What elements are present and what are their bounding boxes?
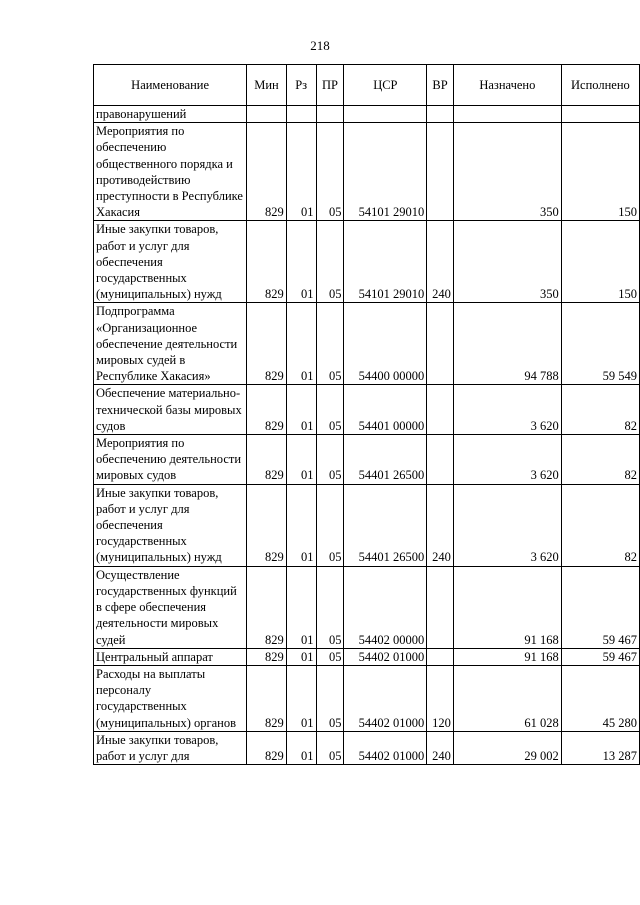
row-rz-cell: 01 [286,648,316,665]
row-min-cell: 829 [247,385,287,435]
row-rz-cell: 01 [286,221,316,303]
row-assigned-cell: 3 620 [453,385,561,435]
table-row [94,435,640,485]
row-pr-cell: 05 [316,731,344,764]
row-min-cell: 829 [247,303,287,385]
row-pr-cell: 05 [316,123,344,221]
row-min-cell: 829 [247,648,287,665]
row-vr-cell [427,303,454,385]
header-row [94,65,640,106]
row-csr-cell: 54101 29010 [344,221,427,303]
row-vr-cell [427,106,454,123]
budget-table [93,64,640,765]
row-name-cell: Обеспечение материально-технической базы мировых судов [94,385,247,435]
row-executed-cell: 150 [561,123,639,221]
row-assigned-cell: 29 002 [453,731,561,764]
row-rz-cell: 01 [286,484,316,566]
row-executed-cell [561,106,639,123]
row-rz-cell [286,106,316,123]
row-csr-cell: 54401 26500 [344,435,427,485]
row-name-cell: Мероприятия по обеспечению деятельности мировых судов [94,435,247,485]
row-executed-cell: 82 [561,385,639,435]
row-vr-cell [427,648,454,665]
row-executed-cell: 150 [561,221,639,303]
row-csr-cell: 54402 01000 [344,665,427,731]
row-executed-cell: 13 287 [561,731,639,764]
table-row [94,484,640,566]
table-row [94,731,640,764]
row-csr-cell: 54400 00000 [344,303,427,385]
row-vr-cell: 240 [427,731,454,764]
table-row [94,665,640,731]
row-min-cell: 829 [247,731,287,764]
row-name-cell: Осуществление государственных функций в сфере обеспечения деятельности мировых судей [94,566,247,648]
row-pr-cell: 05 [316,385,344,435]
row-vr-cell: 240 [427,484,454,566]
row-executed-cell: 59 549 [561,303,639,385]
row-min-cell [247,106,287,123]
row-pr-cell: 05 [316,435,344,485]
row-assigned-cell: 3 620 [453,484,561,566]
row-min-cell: 829 [247,123,287,221]
row-pr-cell: 05 [316,665,344,731]
header-name: Наименование [94,65,247,106]
row-vr-cell [427,435,454,485]
row-assigned-cell: 94 788 [453,303,561,385]
row-rz-cell: 01 [286,566,316,648]
page-number: 218 [310,38,330,53]
table-row [94,303,640,385]
row-name-cell: Мероприятия по обеспечению общественного порядка и противодействию преступности в Республике Хакасия [94,123,247,221]
row-min-cell: 829 [247,484,287,566]
row-csr-cell: 54402 01000 [344,731,427,764]
header-executed: Исполнено [561,65,639,106]
row-assigned-cell [453,106,561,123]
row-csr-cell: 54401 00000 [344,385,427,435]
row-rz-cell: 01 [286,665,316,731]
row-rz-cell: 01 [286,123,316,221]
header-csr: ЦСР [344,65,427,106]
header-rz: Рз [286,65,316,106]
row-pr-cell [316,106,344,123]
row-min-cell: 829 [247,435,287,485]
row-assigned-cell: 61 028 [453,665,561,731]
row-vr-cell [427,566,454,648]
header-pr: ПР [316,65,344,106]
row-name-cell: Иные закупки товаров, работ и услуг для [94,731,247,764]
table-row [94,123,640,221]
table-row [94,221,640,303]
row-name-cell: Расходы на выплаты персоналу государственных (муниципальных) органов [94,665,247,731]
row-csr-cell: 54401 26500 [344,484,427,566]
row-csr-cell: 54402 00000 [344,566,427,648]
row-name-cell: Центральный аппарат [94,648,247,665]
row-executed-cell: 82 [561,435,639,485]
row-csr-cell [344,106,427,123]
row-pr-cell: 05 [316,303,344,385]
row-vr-cell: 120 [427,665,454,731]
row-executed-cell: 59 467 [561,566,639,648]
row-pr-cell: 05 [316,566,344,648]
row-rz-cell: 01 [286,385,316,435]
row-min-cell: 829 [247,665,287,731]
header-assigned: Назначено [453,65,561,106]
row-name-cell: Иные закупки товаров, работ и услуг для обеспечения государственных (муниципальных) нужд [94,484,247,566]
row-pr-cell: 05 [316,648,344,665]
row-min-cell: 829 [247,566,287,648]
row-vr-cell [427,123,454,221]
row-pr-cell: 05 [316,221,344,303]
row-rz-cell: 01 [286,303,316,385]
row-assigned-cell: 350 [453,221,561,303]
row-assigned-cell: 91 168 [453,566,561,648]
table-row [94,648,640,665]
row-assigned-cell: 3 620 [453,435,561,485]
row-min-cell: 829 [247,221,287,303]
row-rz-cell: 01 [286,731,316,764]
row-executed-cell: 82 [561,484,639,566]
table-row [94,106,640,123]
header-min: Мин [247,65,287,106]
row-executed-cell: 59 467 [561,648,639,665]
row-assigned-cell: 91 168 [453,648,561,665]
row-name-cell: Подпрограмма «Организационное обеспечение деятельности мировых судей в Республике Хакасия» [94,303,247,385]
row-name-cell: Иные закупки товаров, работ и услуг для обеспечения государственных (муниципальных) нужд [94,221,247,303]
row-vr-cell: 240 [427,221,454,303]
header-vr: ВР [427,65,454,106]
row-executed-cell: 45 280 [561,665,639,731]
table-row [94,385,640,435]
row-csr-cell: 54402 01000 [344,648,427,665]
row-vr-cell [427,385,454,435]
row-assigned-cell: 350 [453,123,561,221]
row-rz-cell: 01 [286,435,316,485]
row-name-cell: правонарушений [94,106,247,123]
row-pr-cell: 05 [316,484,344,566]
row-csr-cell: 54101 29010 [344,123,427,221]
table-row [94,566,640,648]
